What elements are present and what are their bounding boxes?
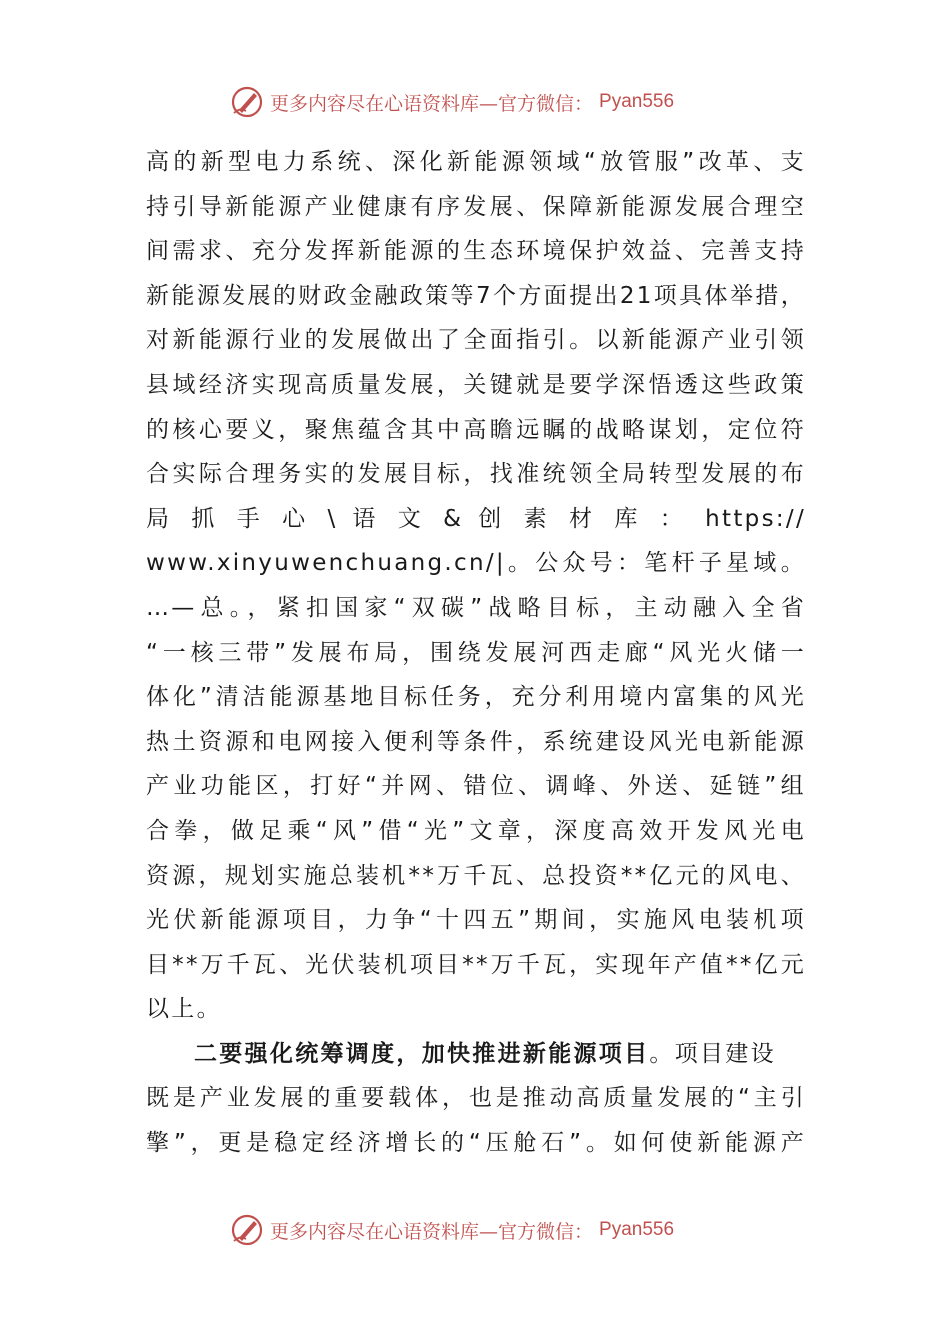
body-line: 新能源发展的财政金融政策等7个方面提出21项具体举措，: [146, 282, 806, 309]
body-line: 目**万千瓦、光伏装机项目**万千瓦，实现年产值**亿元: [146, 951, 806, 978]
header-banner-text: 更多内容尽在心语资料库—官方微信：: [270, 92, 594, 115]
body-line: 热土资源和电网接入便利等条件，系统建设风光电新能源: [146, 728, 806, 755]
body-line: 产业功能区，打好“并网、错位、调峰、外送、延链”组: [146, 773, 806, 800]
body-line: 对新能源行业的发展做出了全面指引。以新能源产业引领: [146, 327, 806, 354]
body-line: 体化”清洁能源基地目标任务，充分利用境内富集的风光: [146, 684, 806, 711]
body-line: 擎”，更是稳定经济增长的“压舱石”。如何使新能源产: [146, 1130, 806, 1157]
document-body: [146, 140, 806, 1166]
body-line: 局 抓 手 心 \ 语 文 & 创 素 材 库 ： https://: [146, 505, 806, 532]
body-line: 持引导新能源产业健康有序发展、保障新能源发展合理空: [146, 193, 806, 220]
footer-wechat-id: Pyan556: [599, 1219, 675, 1240]
body-line: 的核心要义，聚焦蕴含其中高瞻远瞩的战略谋划，定位符: [146, 416, 806, 443]
body-line: 合拳，做足乘“风”借“光”文章，深度高效开发风光电: [146, 817, 806, 844]
body-line: “一核三带”发展布局，围绕发展河西走廊“风光火储一: [146, 639, 806, 666]
header-wechat-id: Pyan556: [599, 91, 675, 112]
body-line: 既是产业发展的重要载体，也是推动高质量发展的“主引: [146, 1085, 806, 1112]
body-line: 高的新型电力系统、深化新能源领域“放管服”改革、支: [146, 149, 806, 175]
body-line: 光伏新能源项目，力争“十四五”期间，实施风电装机项: [146, 907, 806, 934]
body-line: 间需求、充分发挥新能源的生态环境保护效益、完善支持: [146, 238, 806, 265]
body-line: …—总。，紧扣国家“双碳”战略目标，主动融入全省: [146, 594, 806, 621]
paragraph-2-first-rest: 。项目建设: [649, 1040, 776, 1067]
footer-banner: [230, 1212, 730, 1248]
paragraph-2-first-line: [146, 1032, 806, 1077]
paragraph-2-heading: 二要强化统筹调度，加快推进新能源项目: [194, 1040, 650, 1067]
header-banner: [230, 84, 730, 120]
pen-logo-icon: [230, 1213, 264, 1247]
pen-logo-icon: [230, 85, 264, 119]
footer-banner-text: 更多内容尽在心语资料库—官方微信：: [270, 1220, 594, 1243]
body-line: 合实际合理务实的发展目标，找准统领全局转型发展的布: [146, 461, 806, 488]
body-line: 县域经济实现高质量发展，关键就是要学深悟透这些政策: [146, 371, 806, 398]
body-line: 以上。: [146, 996, 222, 1023]
body-line: 资源，规划实施总装机**万千瓦、总投资**亿元的风电、: [146, 862, 806, 889]
body-line: www.xinyuwenchuang.cn/|。公众号：笔杆子星域。: [146, 550, 806, 577]
